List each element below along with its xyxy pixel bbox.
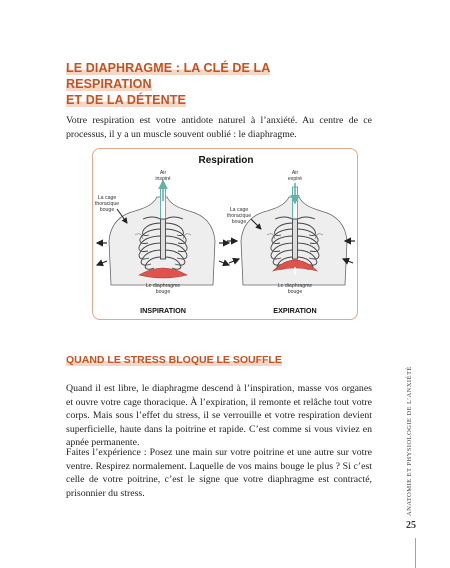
figure-title: Respiration — [198, 155, 254, 166]
body-paragraph-2: Faites l’expérience : Posez une main sur votre poitrine et une autre sur votre ventre. Respirez normalement. Laquelle de vos mains bouge le plus ? Si c’est celle de votre poitrine, c’est le signe que votre diaphragme est contracté, prisonnier du stress. — [66, 447, 372, 499]
chapter-title-line-2: ET DE LA DÉTENTE — [66, 93, 186, 107]
body-paragraph-1: Quand il est libre, le diaphragme descend à l’inspiration, masse vos organes et ouvre votre cage thoracique. À l’expiration, il remonte et relâche tout votre corps. Mais sous l’effet du stress, il se verrouille et votre respiration devient superficielle, haute dans la poitrine et rapide. C’est comme si vous viviez en apnée permanente. — [66, 383, 372, 448]
expiration-panel — [227, 170, 355, 315]
right-cage-label-1: La cage — [229, 207, 249, 213]
intro-paragraph: Votre respiration est votre antidote naturel à l’anxiété. Au centre de ce processus, il y a un muscle souvent oublié : le diaphragme. — [66, 115, 372, 140]
left-diaphragm-label-2: bouge — [155, 289, 171, 295]
expiration-caption: EXPIRATION — [273, 306, 317, 315]
margin-rule — [415, 538, 416, 568]
running-section-label: ANATOMIE ET PHYSIOLOGIE DE L’ANXIÉTÉ — [406, 366, 413, 516]
inspiration-panel — [95, 170, 229, 315]
left-cage-label-1: La cage — [97, 195, 117, 201]
inspired-air-label-2: inspiré — [155, 176, 171, 182]
chapter-title — [66, 60, 346, 108]
right-cage-label-2: thoracique — [226, 213, 252, 219]
respiration-figure — [92, 148, 358, 320]
right-diaphragm-label-2: bouge — [287, 289, 303, 295]
inspired-air-label-1: Air — [159, 170, 167, 176]
chapter-title-line-1: LE DIAPHRAGME : LA CLÉ DE LA RESPIRATION — [66, 61, 271, 91]
left-cage-label-3: bouge — [99, 207, 115, 213]
section-heading — [66, 354, 306, 366]
inspiration-caption: INSPIRATION — [140, 306, 186, 315]
page-number: 25 — [406, 520, 416, 531]
expired-air-label-1: Air — [291, 170, 299, 176]
left-diaphragm-label-1: Le diaphragme — [145, 283, 181, 289]
expired-air-label-2: expiré — [287, 176, 303, 182]
section-heading-text: QUAND LE STRESS BLOQUE LE SOUFFLE — [66, 354, 282, 366]
right-cage-label-3: bouge — [231, 219, 247, 225]
left-cage-label-2: thoracique — [94, 201, 120, 207]
respiration-diagram — [93, 149, 359, 321]
right-diaphragm-label-1: Le diaphragme — [277, 283, 313, 289]
